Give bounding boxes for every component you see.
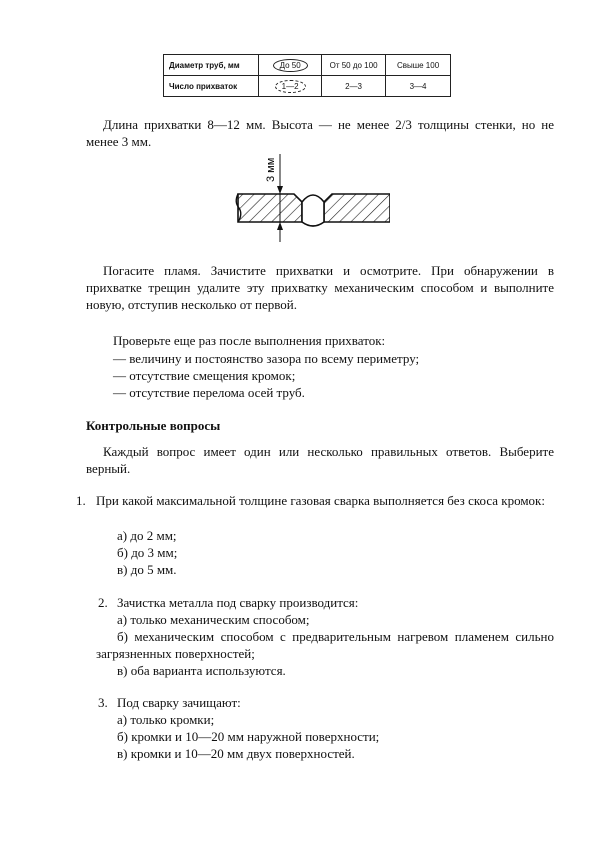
tack-count-table [163, 54, 451, 97]
extinguish-paragraph [86, 262, 554, 313]
question-number: 2. [98, 595, 108, 610]
tack-weld-figure [230, 150, 390, 250]
answer-option: а) только механическим способом; [117, 612, 310, 627]
table-cell: Свыше 100 [386, 55, 451, 76]
table-header-cell: Число прихваток [164, 76, 259, 97]
circled-value: До 50 [273, 59, 308, 72]
question-text: Зачистка металла под сварку производится: [117, 595, 359, 610]
answer-option: б) до 3 мм; [117, 545, 178, 560]
question-text: При какой максимальной толщине газовая сварка выполняется без скоса кромок: [96, 493, 545, 508]
answer-option: а) до 2 мм; [117, 528, 177, 543]
table-cell [259, 55, 322, 76]
weld-bead [302, 195, 324, 226]
check-item: — отсутствие перелома осей труб. [113, 385, 305, 400]
table-cell: 2—3 [322, 76, 386, 97]
arrow-up-icon [277, 222, 283, 230]
left-plate [238, 194, 302, 222]
check-intro: Проверьте еще раз после выполнения прихваток: [113, 333, 386, 348]
control-intro-paragraph [86, 443, 554, 477]
table-header-cell: Диаметр труб, мм [164, 55, 259, 76]
paragraph-text: Погасите пламя. Зачистите прихватки и осмотрите. При обнаружении в прихватке трещин удалите эту прихватку механическим способом и выполните новую, отступив несколько от первой. [86, 263, 554, 312]
paragraph-text: Длина прихватки 8—12 мм. Высота — не менее 2/3 толщины стенки, но не менее 3 мм. [86, 117, 554, 149]
answer-option: в) кромки и 10—20 мм двух поверхностей. [117, 746, 355, 761]
right-plate [324, 194, 390, 222]
answer-option: б) механическим способом с предварительным нагревом пламенем сильно загрязненных поверхностей; [96, 629, 554, 661]
table-row [164, 76, 451, 97]
paragraph-text: Каждый вопрос имеет один или несколько правильных ответов. Выберите верный. [86, 444, 554, 476]
check-item: — величину и постоянство зазора по всему периметру; [113, 351, 420, 366]
check-item: — отсутствие смещения кромок; [113, 368, 296, 383]
question-text: Под сварку зачищают: [117, 695, 241, 710]
answer-option: в) до 5 мм. [117, 562, 177, 577]
tack-length-paragraph [86, 116, 554, 150]
section-heading: Контрольные вопросы [86, 418, 221, 433]
answer-option: а) только кромки; [117, 712, 215, 727]
question-number: 3. [98, 695, 108, 710]
table-cell [259, 76, 322, 97]
circled-value: 1—2 [275, 80, 306, 93]
arrow-down-icon [277, 186, 283, 194]
answer-option: в) оба варианта используются. [117, 663, 286, 678]
question-number: 1. [76, 493, 86, 508]
table-cell: От 50 до 100 [322, 55, 386, 76]
dimension-label: 3 мм [265, 157, 277, 182]
answer-option: б) кромки и 10—20 мм наружной поверхности; [117, 729, 380, 744]
table-cell: 3—4 [386, 76, 451, 97]
table-row [164, 55, 451, 76]
